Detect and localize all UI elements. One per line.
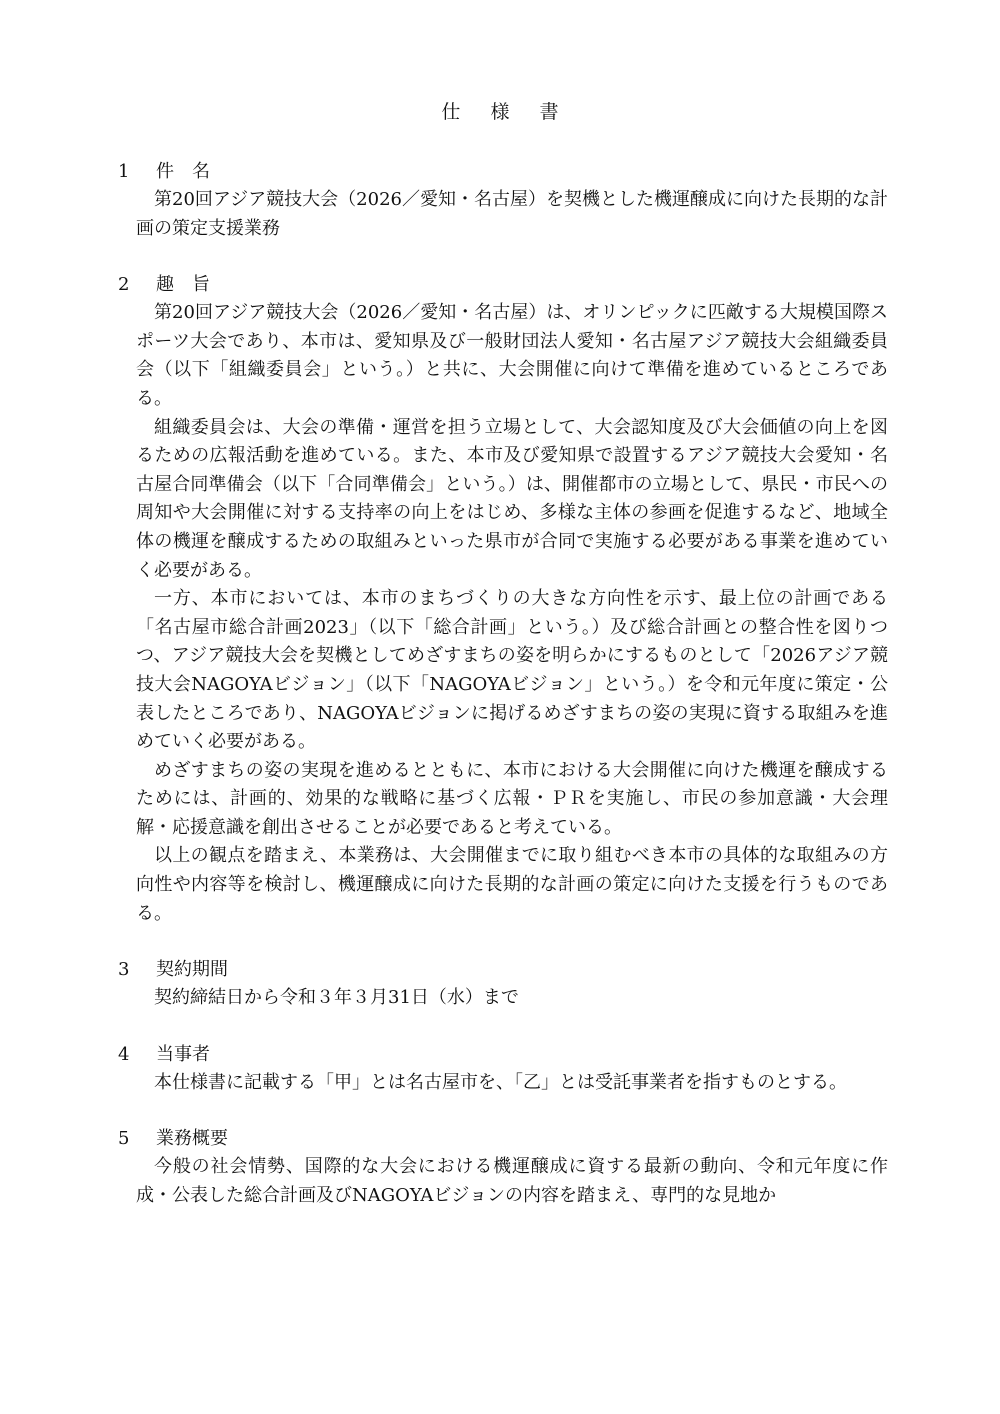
title-char: 様 bbox=[490, 101, 510, 123]
section-heading bbox=[118, 158, 888, 186]
section-1 bbox=[118, 158, 888, 243]
paragraph: 第20回アジア競技大会（2026／愛知・名古屋）は、オリンピックに匹敵する大規模国際スポーツ大会であり、本市は、愛知県及び一般財団法人愛知・名古屋アジア競技大会組織委員会（以下「組織委員会」という。）と共に、大会開催に向けて準備を進めているところである。 bbox=[136, 302, 888, 409]
document-title bbox=[0, 98, 1000, 126]
section-number: 5 bbox=[118, 1128, 130, 1150]
section-number: 2 bbox=[118, 274, 130, 296]
section-2 bbox=[118, 271, 888, 928]
section-heading bbox=[118, 1125, 888, 1153]
section-5 bbox=[118, 1125, 888, 1210]
section-title: 当事者 bbox=[156, 1043, 210, 1065]
title-char: 仕 bbox=[441, 101, 461, 123]
section-title: 契約期間 bbox=[156, 959, 228, 981]
section-title: 件 名 bbox=[156, 161, 210, 182]
paragraph: 第20回アジア競技大会（2026／愛知・名古屋）を契機とした機運醸成に向けた長期的な計画の策定支援業務 bbox=[136, 189, 888, 239]
section-number: 4 bbox=[118, 1043, 130, 1065]
paragraph: 一方、本市においては、本市のまちづくりの大きな方向性を示す、最上位の計画である「名古屋市総合計画2023」（以下「総合計画」という。）及び総合計画との整合性を図りつつ、アジア競技大会を契機としてめざすまちの姿を明らかにするものとして「2026アジア競技大会NAGOYAビジョン」（以下「NAGOYAビジョン」という。）を令和元年度に策定・公表したところであり、NAGOYAビジョンに掲げるめざすまちの姿の実現に資する取組みを進めていく必要がある。 bbox=[136, 588, 888, 753]
section-number: 1 bbox=[118, 161, 130, 182]
paragraph: めざすまちの姿の実現を進めるとともに、本市における大会開催に向けた機運を醸成するためには、計画的、効果的な戦略に基づく広報・ＰＲを実施し、市民の参加意識・大会理解・応援意識を創出させることが必要であると考えている。 bbox=[136, 759, 888, 838]
section-heading bbox=[118, 956, 888, 984]
section-heading bbox=[118, 1041, 888, 1069]
section-number: 3 bbox=[118, 959, 130, 981]
paragraph: 本仕様書に記載する「甲」とは名古屋市を、「乙」とは受託事業者を指すものとする。 bbox=[154, 1071, 847, 1093]
section-heading bbox=[118, 271, 888, 299]
paragraph: 契約締結日から令和３年３月31日（水）まで bbox=[154, 987, 519, 1009]
title-char: 書 bbox=[539, 101, 559, 123]
document-body bbox=[118, 158, 888, 1239]
section-3 bbox=[118, 956, 888, 1013]
section-title: 業務概要 bbox=[156, 1128, 228, 1150]
paragraph: 以上の観点を踏まえ、本業務は、大会開催までに取り組むべき本市の具体的な取組みの方向性や内容等を検討し、機運醸成に向けた長期的な計画の策定に向けた支援を行うものである。 bbox=[136, 845, 888, 924]
paragraph: 組織委員会は、大会の準備・運営を担う立場として、大会認知度及び大会価値の向上を図るための広報活動を進めている。また、本市及び愛知県で設置するアジア競技大会愛知・名古屋合同準備会（以下「合同準備会」という。）は、開催都市の立場として、県民・市民への周知や大会開催に対する支持率の向上をはじめ、多様な主体の参画を促進するなど、地域全体の機運を醸成するための取組みといった県市が合同で実施する必要がある事業を進めていく必要がある。 bbox=[136, 416, 888, 581]
section-title: 趣 旨 bbox=[156, 274, 210, 296]
paragraph: 今般の社会情勢、国際的な大会における機運醸成に資する最新の動向、令和元年度に作成・公表した総合計画及びNAGOYAビジョンの内容を踏まえ、専門的な見地か bbox=[136, 1156, 888, 1207]
section-4 bbox=[118, 1041, 888, 1098]
